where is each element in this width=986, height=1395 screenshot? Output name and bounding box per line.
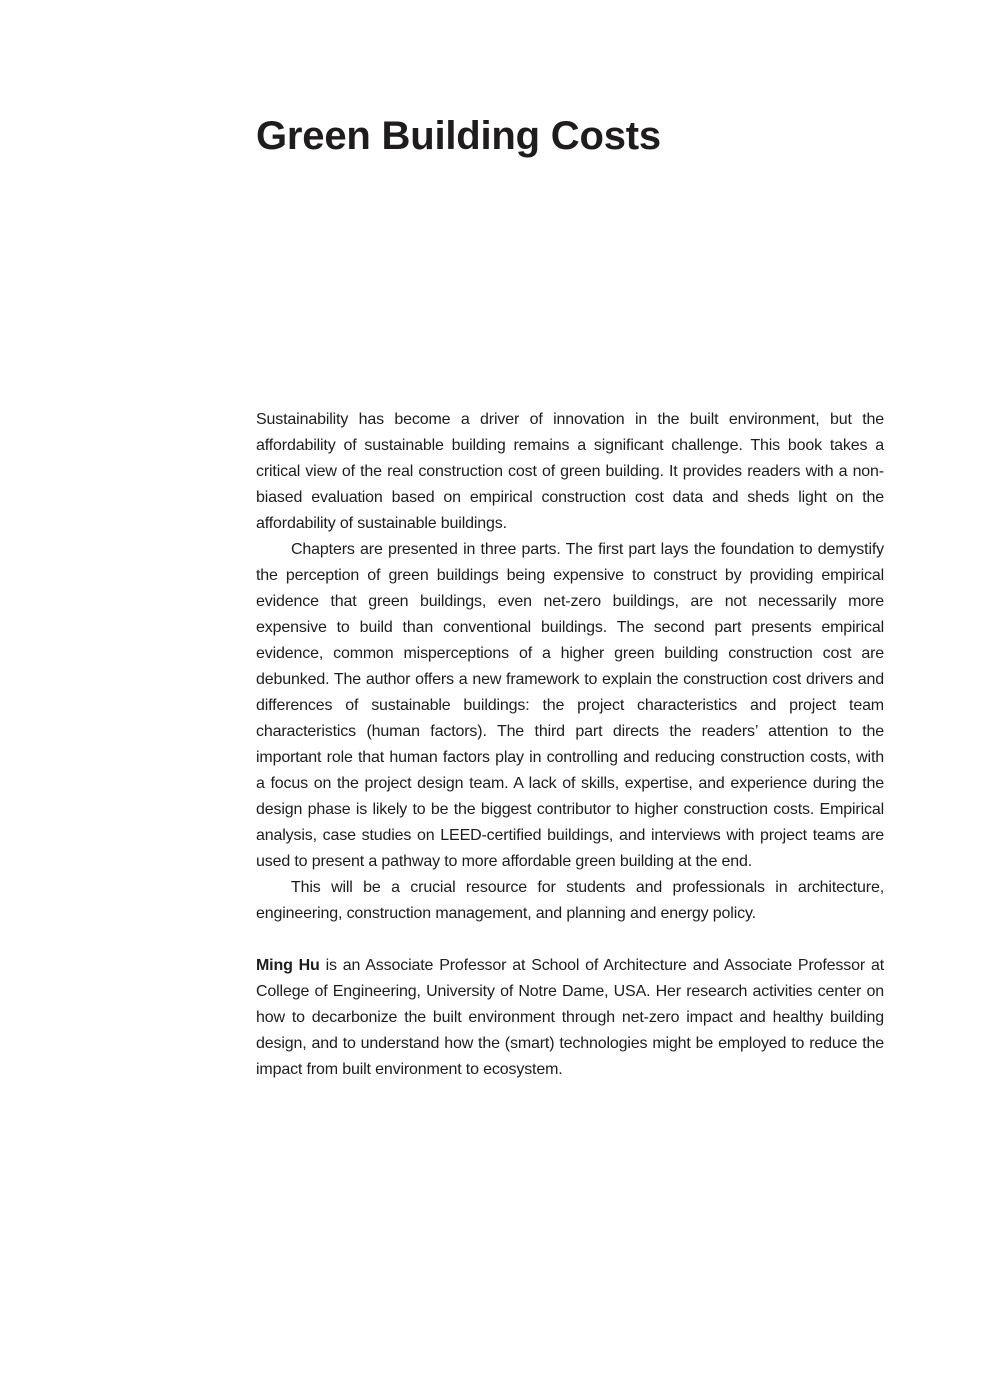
author-name: Ming Hu xyxy=(256,957,320,974)
description-paragraph: This will be a crucial resource for students and professionals in architecture, engineering, construction management, and planning and energy policy. xyxy=(256,879,884,922)
page-title: Green Building Costs xyxy=(256,114,661,158)
author-bio-text: is an Associate Professor at School of Architecture and Associate Professor at College of Engineering, University of Notre Dame, USA. Her research activities center on how to decarbonize the built environment through net-zero impact and healthy building design, and to understand how the (smart) technologies might be employed to reduce the impact from built environment to ecosystem. xyxy=(256,957,884,1078)
description-block xyxy=(256,407,884,1083)
author-bio xyxy=(256,953,884,1083)
description-paragraph: Sustainability has become a driver of innovation in the built environment, but the affordability of sustainable building remains a significant challenge. This book takes a critical view of the real construction cost of green building. It provides readers with a non-biased evaluation based on empirical construction cost data and sheds light on the affordability of sustainable buildings. xyxy=(256,411,884,532)
description-paragraph: Chapters are presented in three parts. The first part lays the foundation to demystify the perception of green buildings being expensive to construct by providing empirical evidence that green buildings, even net-zero buildings, are not necessarily more expensive to build than conventional buildings. The second part presents empirical evidence, common misperceptions of a higher green building construction cost are debunked. The author offers a new framework to explain the construction cost drivers and differences of sustainable buildings: the project characteristics and project team characteristics (human factors). The third part directs the readers’ attention to the important role that human factors play in controlling and reducing construction costs, with a focus on the project design team. A lack of skills, expertise, and experience during the design phase is likely to be the biggest contributor to higher construction costs. Empirical analysis, case studies on LEED-certified buildings, and interviews with project teams are used to present a pathway to more affordable green building at the end. xyxy=(256,541,884,870)
